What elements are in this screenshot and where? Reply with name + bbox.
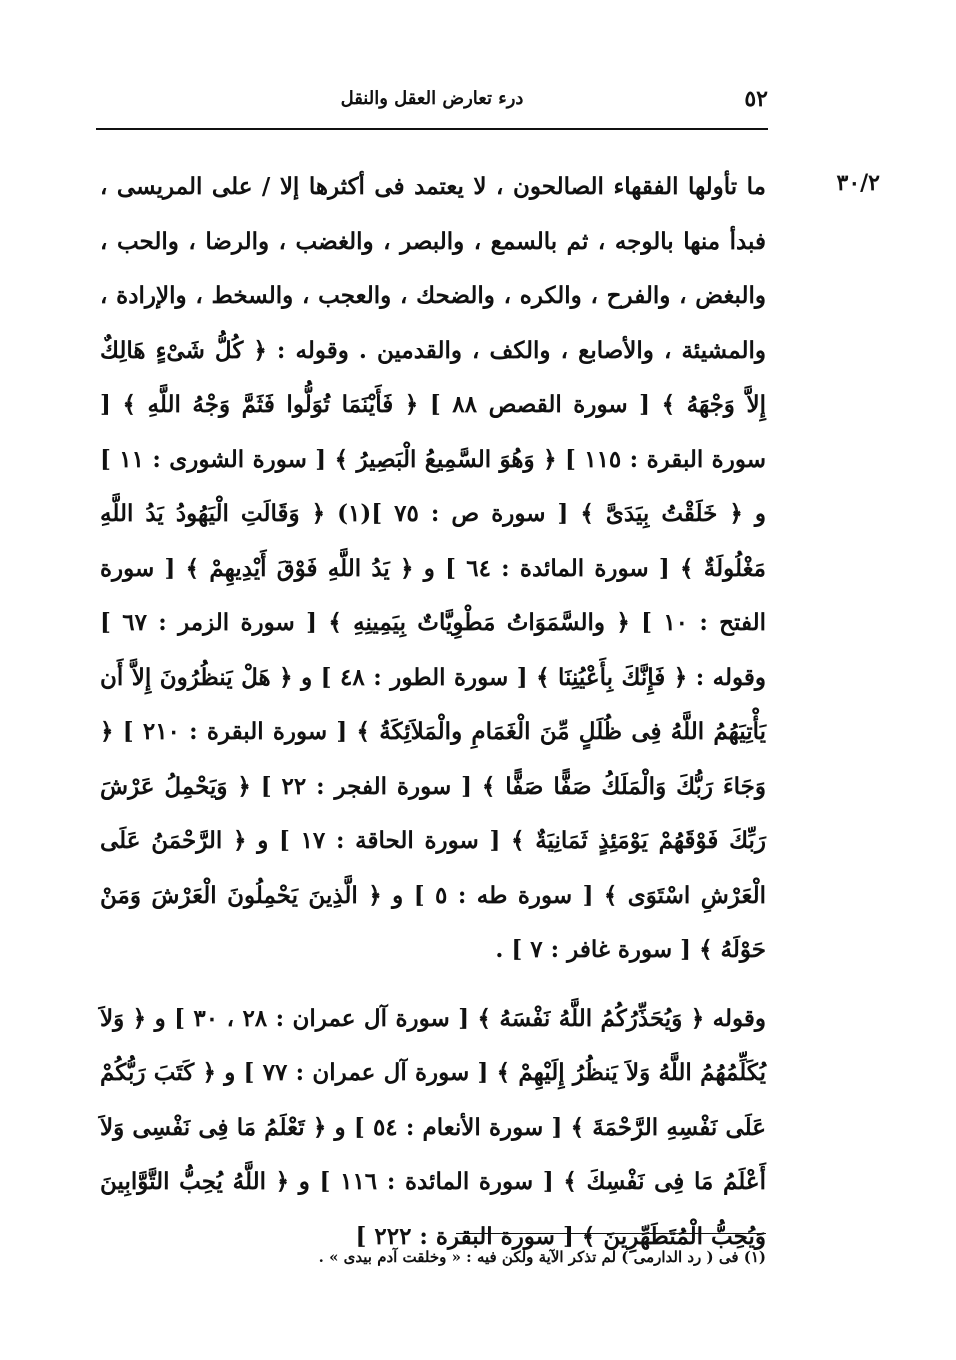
page-number: ٥٢ [744,86,768,112]
main-text [100,160,766,1264]
paragraph-1: ما تأولها الفقهاء الصالحون ، لا يعتمد فى أكثرها إلا / على المريسى ، فبدأ منها بالوجه ، ثم بالسمع ، والبصر ، والغضب ، والرضا ، والحب ، والبغض ، والفرح ، والكره ، والضحك ، والعجب ، والسخط ، والإرادة ، والمشيئة ، والأصابع ، والكف ، والقدمين . وقوله : ﴿ كُلُّ شَىْءٍ هَالِكٌ إِلاَّ وَجْهَهُ ﴾ [ سورة القصص ٨٨ ] ﴿ فَأَيْنَمَا تُوَلُّوا فَثَمَّ وَجْهُ اللَّهِ ﴾ [ سورة البقرة : ١١٥ ] ﴿ وَهُوَ السَّمِيعُ الْبَصِيرُ ﴾ [ سورة الشورى : ١١ ] و ﴿ خَلَقْتُ بِيَدَىَّ ﴾ [ سورة ص : ٧٥ ](١) ﴿ وَقَالَتِ الْيَهُودُ يَدُ اللَّهِ مَغْلُولَةٌ ﴾ [ سورة المائدة : ٦٤ ] و ﴿ يَدُ اللَّهِ فَوْقَ أَيْدِيهِمْ ﴾ [ سورة الفتح : ١٠ ] ﴿ والسَّمَوَاتُ مَطْوِيَّاتٌ بِيَمِينِهِ ﴾ [ سورة الزمر : ٦٧ ] وقوله : ﴿ فَإِنَّكَ بِأَعْيُنِنَا ﴾ [ سورة الطور : ٤٨ ] و ﴿ هَلْ يَنظُرُونَ إِلاَّ أَن يَأْتِيَهُمُ اللَّهُ فِى ظُلَلٍ مِّنَ الْغَمَامِ والْمَلاَئِكَةُ ﴾ [ سورة البقرة : ٢١٠ ] ﴿ وَجَاءَ رَبُّكَ وَالْمَلَكُ صَفًّا صَفًّا ﴾ [ سورة الفجر : ٢٢ ] ﴿ وَيَحْمِلُ عَرْشَ رَبِّكَ فَوْقَهُمْ يَوْمَئِذٍ ثَمَانِيَةٌ ﴾ [ سورة الحاقة : ١٧ ] و ﴿ الرَّحْمَنُ عَلَى الْعَرْشِ اسْتَوَى ﴾ [ سورة طه : ٥ ] و ﴿ الَّذِينَ يَحْمِلُونَ الْعَرْشَ وَمَنْ حَوْلَهُ ﴾ [ سورة غافر : ٧ ] . [100,173,767,963]
footnote-rule [456,1233,766,1234]
running-title: درء تعارض العقل والنقل [340,88,524,109]
header-rule [96,128,768,130]
margin-reference: ٣٠/٢ [836,170,880,196]
paragraph-2: وقوله ﴿ وَيُحَذِّرُكُمُ اللَّهُ نَفْسَهُ ﴾ [ سورة آل عمران : ٢٨ ، ٣٠ ] و ﴿ وَلاَ يُكَلِّمُهُمُ اللَّهُ وَلاَ يَنظُرُ إِلَيْهِمْ ﴾ [ سورة آل عمران : ٧٧ ] و ﴿ كَتَبَ رَبُّكُمْ عَلَى نَفْسِهِ الرَّحْمَةَ ﴾ [ سورة الأنعام : ٥٤ ] و ﴿ تَعْلَمُ مَا فِى نَفْسِى وَلاَ أَعْلَمُ مَا فِى نَفْسِكَ ﴾ [ سورة المائدة : ١١٦ ] و ﴿ اللَّهُ يُحِبُّ التَّوَّابِينَ وَيُحِبُّ الْمُتَطَهِّرِينَ ﴾ [ سورة البقرة : ٢٢٢ ] [100,1004,766,1250]
page-header [96,84,768,120]
footnote: (١) فى ( رد الدارمى ) لم تذكر الآية ولكن فيه : « وخلقت آدم بيدى » . [318,1248,766,1266]
